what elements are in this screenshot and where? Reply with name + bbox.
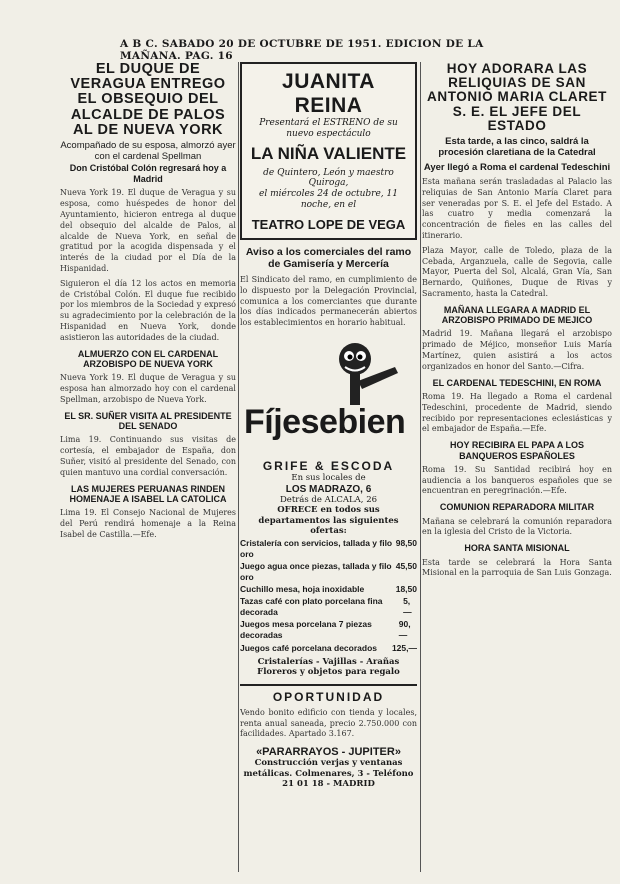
column-right (422, 62, 612, 877)
ad-footer: Cristalerías - Vajillas - Arañas Floreros y objetos para regalo (257, 656, 400, 678)
ad-address: LOS MADRAZO, 6 (285, 483, 372, 495)
price-item (240, 561, 417, 583)
ad-line: Detrás de ALCALA, 26 (279, 494, 378, 505)
notice-body: El Sindicato del ramo, en cumplimiento de lo dispuesto por la Delegación Provincial, comunica a los comerciantes que durante los días indicados permanecerán abiertos los establecimientos en horario habitual. (240, 274, 417, 328)
price-item (240, 584, 417, 595)
subhead-almuerzo: ALMUERZO CON EL CARDENAL ARZOBISPO DE NUEVA YORK (77, 348, 219, 369)
price-item-price: 98,50 (395, 538, 417, 549)
ad-star-name: JUANITA REINA (282, 70, 375, 117)
classified-headline: OPORTUNIDAD (240, 684, 417, 704)
article-body: Siguieron el día 12 los actos en memoria de Cristóbal Colón. El duque fue recibido por los miembros de la Sociedad y expresó su agradecimiento por la celebración de la Hispanidad en Nueva York, donde asistieron las autoridades de la ciudad. (60, 278, 236, 342)
subhead-suner: EL SR. SUÑER VISITA AL PRESIDENTE DEL SENADO (64, 410, 232, 432)
subhead-mujeres: LAS MUJERES PERUANAS RINDEN HOMENAJE A ISABEL LA CATOLICA (69, 483, 227, 504)
price-item (240, 619, 417, 641)
ad-line: En sus locales de (291, 472, 366, 483)
subhead-hora-santa: HORA SANTA MISIONAL (464, 543, 570, 554)
store-ad-logo (240, 337, 417, 459)
theatre-ad (240, 62, 417, 240)
price-item (240, 596, 417, 618)
price-item-price: 5,— (403, 596, 412, 618)
ad-line: Presentará el ESTRENO de su nuevo espectáculo (259, 118, 398, 139)
subhead-comunion: COMUNION REPARADORA MILITAR (439, 502, 595, 513)
price-item-price: 45,50 (395, 561, 417, 572)
subhead-papa: HOY RECIBIRA EL PAPA A LOS BANQUEROS ESPAÑOLES (449, 440, 584, 461)
price-item-name: Juegos mesa porcelana 7 piezas decoradas (240, 619, 372, 641)
article-body: Esta tarde se celebrará la Hora Santa Misional en la parroquia de San Luis Gonzaga. (422, 557, 612, 578)
deck2-claret: Ayer llegó a Roma el cardenal Tedeschini (423, 161, 611, 173)
price-list (240, 538, 417, 653)
column-left (60, 62, 236, 877)
price-item-name: Cristalería con servicios, tallada y filo oro (240, 538, 393, 560)
article-body: Roma 19. Su Santidad recibirá hoy en audiencia a los banqueros españoles que se encuentran en peregrinación.—Efe. (422, 464, 612, 496)
article-body: Roma 19. Ha llegado a Roma el cardenal Tedeschini, procedente de Madrid, siendo recibido por representaciones eclesiásticas y el embajador de España.—Efe. (422, 392, 612, 434)
price-item-name: Cuchillo mesa, hoja inoxidable (240, 584, 365, 595)
pararrayos-headline: «PARARRAYOS - JUPITER» (256, 746, 401, 759)
price-item (240, 538, 417, 560)
ad-theatre-name: TEATRO LOPE DE VEGA (251, 216, 406, 232)
article-body: Plaza Mayor, calle de Toledo, plaza de la Cebada, Arganzuela, calle de Segovia, calle Mayor, Puerta del Sol, Alcalá, Gran Vía, San Bernardo, Quiñones, Duque de Rivas y Sacramento, hasta la Catedral. (422, 245, 612, 298)
classified-body: Vendo bonito edificio con tienda y locales, renta anual saneada, precio 2.750.000 con facilidades. Apartado 3.167. (240, 707, 417, 739)
subhead-tedeschini: EL CARDENAL TEDESCHINI, EN ROMA (432, 377, 602, 388)
logo-wordmark: Fíjesebien (244, 402, 406, 441)
column-rule (420, 62, 421, 872)
ad-line: de Quintero, León y maestro Quiroga, (263, 167, 394, 189)
deck-claret: Esta tarde, a las cinco, saldrá la procesión claretiana de la Catedral (438, 135, 596, 159)
deck-veragua: Acompañado de su esposa, almorzó ayer con el cardenal Spellman (60, 140, 236, 163)
price-item (240, 643, 417, 654)
ad-line: OFRECE en todos sus departamentos las siguientes ofertas: (258, 505, 399, 537)
article-body: Nueva York 19. El duque de Veragua y su esposa han almorzado hoy con el cardenal Spellman, arzobispo de Nueva York. (60, 373, 236, 404)
headline-veragua: EL DUQUE DE VERAGUA ENTREGO EL OBSEQUIO DEL ALCALDE DE PALOS AL DE NUEVA YORK (70, 62, 226, 138)
ad-show-title: LA NIÑA VALIENTE (250, 143, 407, 163)
deck2-veragua: Don Cristóbal Colón regresará hoy a Madrid (69, 162, 227, 184)
notice-headline: Aviso a los comerciales del ramo de Gamisería y Mercería (245, 245, 412, 271)
price-item-name: Juegos café porcelana decorados (240, 642, 377, 653)
ad-line: el miércoles 24 de octubre, 11 noche, en el (259, 189, 398, 210)
cartoon-figure-icon (270, 337, 417, 407)
pararrayos-body: Construcción verjas y ventanas metálicas. Colmenares, 3 - Teléfono 21 01 18 - MADRID (243, 758, 414, 790)
article-body: Nueva York 19. El duque de Veragua y su esposa, como huéspedes de honor del Ayuntamiento, hicieron entrega al duque del obsequio del alcalde de Palos, al alcalde de Nueva York, en señal de gratitud por la acogida dispensada y el interés de la ciudad por el Día de la Hispanidad. (60, 188, 236, 274)
article-body: Esta mañana serán trasladadas al Palacio las reliquias de San Antonio María Claret para ser veneradas por S. E. el Jefe del Estado. A las cuatro y media comenzará la concentración de fieles en las calles del itinerario. (422, 177, 612, 241)
price-item-price: 18,50 (395, 584, 417, 595)
price-item-name: Juego agua once piezas, tallada y filo oro (240, 561, 392, 583)
column-middle (240, 62, 417, 877)
price-item-price: 125,— (391, 642, 417, 653)
headline-claret: HOY ADORARA LAS RELIQUIAS DE SAN ANTONIO MARIA CLARET S. E. EL JEFE DEL ESTADO (427, 62, 607, 133)
subhead-arzobispo: MAÑANA LLEGARA A MADRID EL ARZOBISPO PRIMADO DE MEJICO (441, 304, 593, 326)
column-rule (238, 62, 239, 872)
price-item-price: 90,— (398, 619, 411, 641)
article-body: Lima 19. Continuando sus visitas de cortesía, el embajador de España, don Suñer, visitó al presidente del Senado, con quien mantuvo una cordial conversación. (60, 435, 236, 477)
article-body: Madrid 19. Mañana llegará el arzobispo primado de Méjico, monseñor Luis María Martínez, quien asistirá a los actos organizados en honor del Santo.—Cifra. (422, 329, 612, 371)
article-body: Mañana se celebrará la comunión reparadora en la iglesia del Cristo de la Victoria. (422, 516, 612, 537)
price-item-name: Tazas café con plato porcelana fina decorada (240, 596, 383, 618)
brand-name: GRIFE & ESCODA (262, 458, 395, 473)
article-body: Lima 19. El Consejo Nacional de Mujeres del Perú rendirá homenaje a la Reina Isabel de Castilla.—Efe. (60, 508, 236, 539)
running-head: A B C. SABADO 20 DE OCTUBRE DE 1951. EDICION DE LA MAÑANA. PAG. 16 (120, 38, 484, 62)
